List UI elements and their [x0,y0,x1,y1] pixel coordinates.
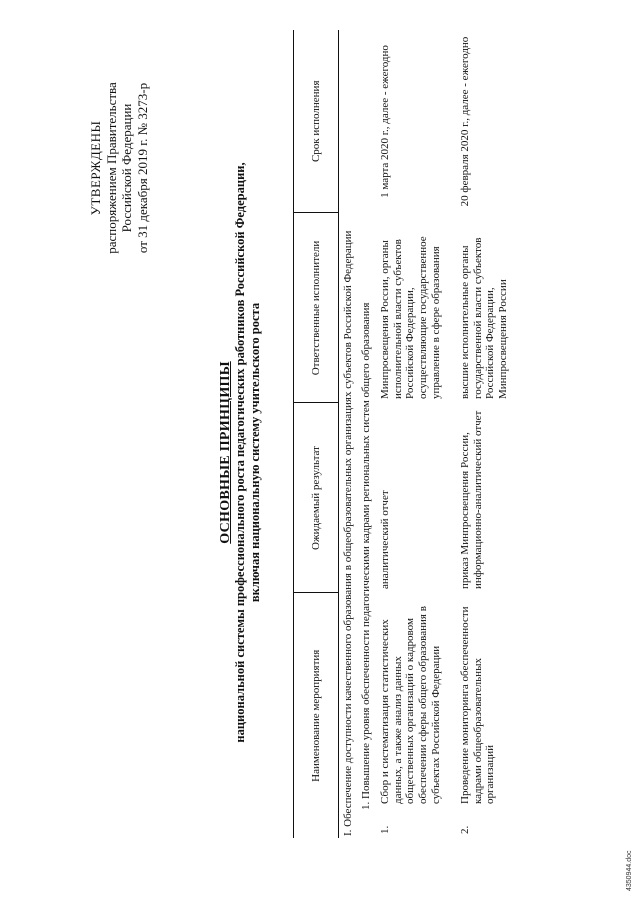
approval-line: Российской Федерации [119,103,134,233]
title-line: включая национальную систему учительского роста [248,302,262,603]
measure-name: Сбор и систематизация статистических данных, а также анализ данных общественных организаций о кадровом обеспечении сферы общего образования в субъектах Российской Федерации [379,606,442,804]
approval-heading: УТВЕРЖДЕНЫ [88,120,103,216]
executors: Минпросвещения России, органы исполнительной власти субъектов Российской Федерации, осуществляющие государственное управление в сфере образования [379,236,442,399]
approval-date-number: от 31 декабря 2019 г. № 3273-р [134,82,150,254]
header-deadline: Срок исполнения [294,30,339,213]
document-title [218,70,263,835]
expected-result: приказ Минпросвещения России, информационно-аналитический отчет [459,410,484,589]
executors: высшие исполнительные органы государственной власти субъектов Российской Федерации, Минпросвещения России [459,237,509,399]
row-number: 1. [379,825,392,834]
measure-cell [445,593,512,838]
section-title: I. Обеспечение доступности качественного образования в общеобразовательных организациях субъектов Российской Федерации [342,230,354,836]
subsection-row [358,30,377,838]
measures-table [293,30,513,838]
approval-line: распоряжением Правительства [103,82,119,254]
table-header-row [294,30,339,838]
title-line: национальной системы профессионального роста педагогических работников Российской Федерации, [233,162,247,743]
title-main: ОСНОВНЫЕ ПРИНЦИПЫ [218,361,233,544]
approval-stamp [88,23,150,313]
table-row [376,30,445,838]
subsection-title: 1. Повышение уровня обеспеченности педагогическими кадрами региональных систем общего образования [359,302,372,810]
header-executors: Ответственные исполнители [294,213,339,403]
section-row [339,30,358,838]
deadline: 20 февраля 2020 г., далее - ежегодно [459,36,472,207]
header-measure-name: Наименование мероприятия [294,593,339,838]
expected-result: аналитический отчет [379,490,392,589]
document-file-reference: 4350944.doc [626,850,633,891]
deadline: 1 марта 2020 г., далее - ежегодно [379,45,392,198]
measure-cell [376,593,445,838]
header-expected-result: Ожидаемый результат [294,403,339,593]
measure-name: Проведение мониторинга обеспеченности кадрами общеобразовательных организаций [459,606,497,804]
table-row [445,30,512,838]
row-number: 2. [459,825,472,834]
